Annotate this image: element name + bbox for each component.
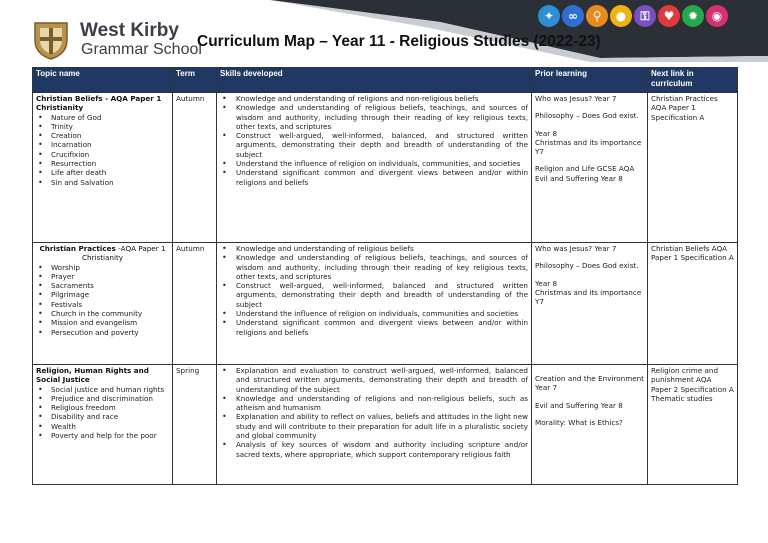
list-item: • Knowledge and understanding of religions and non-religious beliefs, such as atheism and humanism: [220, 394, 528, 413]
prior-item: Religion and Life GCSE AQA: [535, 164, 635, 174]
list-item: • Knowledge and understanding of religious beliefs, teachings, and sources of wisdom and authority, including through their reading of key religious texts, other texts, and scriptures: [220, 253, 528, 281]
list-item: • Understand the influence of religion on individuals, communities and societies: [220, 309, 528, 318]
list-item: • Pilgrimage: [36, 290, 169, 299]
topic-title: Religion, Human Rights and Social Justice: [36, 366, 149, 385]
prior-item: Who was Jesus? Year 7: [535, 244, 617, 253]
topic-title: [36, 244, 169, 263]
prior-item: Evil and Suffering Year 8: [535, 173, 623, 183]
list-item: • Knowledge and understanding of religions and non-religious beliefs: [220, 94, 528, 103]
skills-cell: [217, 365, 532, 485]
banner-icon-strip: [538, 5, 728, 27]
runner-icon: ✹: [682, 5, 704, 27]
skills-list: [220, 244, 528, 337]
table-row: [33, 365, 738, 485]
list-item: • Knowledge and understanding of religious beliefs, teachings, and sources of wisdom and authority, including through their reading of key religious texts, other texts, and scriptures: [220, 103, 528, 131]
topic-list: [36, 113, 169, 187]
list-item: • Incarnation: [36, 140, 169, 149]
list-item: • Crucifixion: [36, 150, 169, 159]
list-item: • Disability and race: [36, 412, 169, 421]
curriculum-table: [32, 67, 738, 485]
key-icon: ⚿: [634, 5, 656, 27]
skills-cell: [217, 93, 532, 243]
table-row: [33, 243, 738, 365]
topic-list: [36, 263, 169, 337]
list-item: • Construct well-argued, well-informed, balanced and structured written arguments, demonstrating their depth and breadth of understanding of the subject: [220, 281, 528, 309]
list-item: • Life after death: [36, 168, 169, 177]
list-item: • Religious freedom: [36, 403, 169, 412]
list-item: • Explanation and ability to reflect on values, beliefs and attitudes in the light new study and will contribute to their preparation for adult life in a pluralistic society and global community: [220, 412, 528, 440]
skills-list: [220, 94, 528, 187]
puzzle-icon: ✦: [538, 5, 560, 27]
prior-item: Evil and Suffering Year 8: [535, 400, 623, 410]
table-row: [33, 93, 738, 243]
prior-item: Year 8: [535, 128, 558, 138]
topic-cell: [33, 365, 173, 485]
next-link-text: Religion crime and punishment AQA Paper 2 Specification A Thematic studies: [651, 366, 734, 403]
heart-icon: ♥: [658, 5, 680, 27]
prior-item: Who was Jesus? Year 7: [535, 94, 617, 103]
header-next: Next link in curriculum: [648, 68, 738, 93]
list-item: • Analysis of key sources of wisdom and authority including scripture and/or sacred texts, where appropriate, which support contemporary religious faith: [220, 440, 528, 459]
list-item: • Prejudice and discrimination: [36, 394, 169, 403]
header-prior: Prior learning: [532, 68, 648, 93]
prior-learning-cell: [532, 365, 648, 485]
list-item: • Church in the community: [36, 309, 169, 318]
list-item: • Knowledge and understanding of religious beliefs: [220, 244, 528, 253]
prior-item: Christmas and its importance Y7: [535, 137, 642, 157]
palette-icon: ◉: [706, 5, 728, 27]
list-item: • Sin and Salvation: [36, 178, 169, 187]
term-cell: Spring: [173, 365, 217, 485]
list-item: • Festivals: [36, 300, 169, 309]
list-item: • Persecution and poverty: [36, 328, 169, 337]
magnifier-icon: ⚲: [586, 5, 608, 27]
prior-item: Morality: What is Ethics?: [535, 417, 623, 427]
prior-learning-cell: [532, 93, 648, 243]
list-item: • Understand significant common and divergent views between and/or within religions and beliefs: [220, 168, 528, 187]
page-title: Curriculum Map – Year 11 - Religious Studies (2022-23): [197, 33, 601, 50]
school-crest-icon: [31, 20, 71, 60]
table-header-row: [33, 68, 738, 93]
school-name: West Kirby: [80, 20, 179, 41]
list-item: • Trinity: [36, 122, 169, 131]
prior-item: Year 8: [535, 278, 558, 288]
list-item: • Prayer: [36, 272, 169, 281]
car-icon: ●: [610, 5, 632, 27]
header-term: Term: [173, 68, 217, 93]
skills-list: [220, 366, 528, 459]
skills-cell: [217, 243, 532, 365]
header-banner: [0, 0, 768, 62]
next-link-text: Christian Beliefs AQA Paper 1 Specification A: [651, 244, 734, 263]
list-item: • Construct well-argued, well-informed, balanced, and structured written arguments, demonstrating their depth and breadth of understanding of the subject: [220, 131, 528, 159]
header-skills: Skills developed: [217, 68, 532, 93]
list-item: • Wealth: [36, 422, 169, 431]
prior-learning-cell: [532, 243, 648, 365]
list-item: • Nature of God: [36, 113, 169, 122]
list-item: • Poverty and help for the poor: [36, 431, 169, 440]
list-item: • Worship: [36, 263, 169, 272]
topic-title-main: Christian Practices: [39, 244, 119, 253]
next-link-cell: [648, 93, 738, 243]
topic-title: Christian Beliefs - AQA Paper 1 Christianity: [36, 94, 162, 113]
list-item: • Understand significant common and divergent views between and/or within religions and beliefs: [220, 318, 528, 337]
list-item: • Mission and evangelism: [36, 318, 169, 327]
topic-cell: [33, 93, 173, 243]
prior-item: Philosophy – Does God exist.: [535, 111, 639, 121]
topic-title-extra: -AQA Paper 1 Christianity: [81, 244, 166, 263]
next-link-cell: [648, 243, 738, 365]
list-item: • Social justice and human rights: [36, 385, 169, 394]
topic-cell: [33, 243, 173, 365]
list-item: • Sacraments: [36, 281, 169, 290]
prior-item: Christmas and its importance Y7: [535, 287, 642, 307]
list-item: • Creation: [36, 131, 169, 140]
list-item: • Resurrection: [36, 159, 169, 168]
header-topic: Topic name: [33, 68, 173, 93]
school-subtitle: Grammar School: [81, 41, 202, 58]
topic-list: [36, 385, 169, 441]
prior-item: Philosophy – Does God exist.: [535, 261, 639, 271]
next-link-cell: [648, 365, 738, 485]
link-icon: ∞: [562, 5, 584, 27]
prior-item: Creation and the Environment Year 7: [535, 374, 644, 393]
term-cell: Autumn: [173, 93, 217, 243]
list-item: • Understand the influence of religion on individuals, communities, and societies: [220, 159, 528, 168]
term-cell: Autumn: [173, 243, 217, 365]
list-item: • Explanation and evaluation to construct well-argued, well-informed, balanced and structured written arguments, demonstrating their depth and breadth of understanding of the subject: [220, 366, 528, 394]
next-link-text: Christian Practices AQA Paper 1 Specification A: [651, 94, 718, 122]
